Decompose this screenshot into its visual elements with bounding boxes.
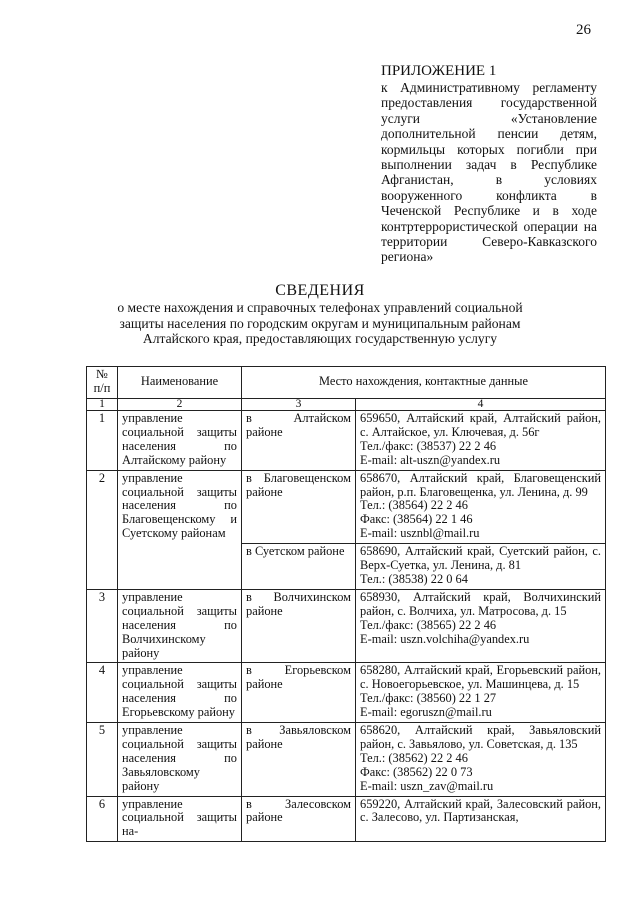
row-number: 3 xyxy=(87,589,118,663)
office-address: 658930, Алтайский край, Волчихинский район, с. Волчиха, ул. Матросова, д. 15 xyxy=(360,589,601,618)
office-area: в Благовещенском районе xyxy=(242,470,356,544)
appendix-block xyxy=(381,62,597,265)
office-email: E-mail: egoruszn@mail.ru xyxy=(360,705,492,720)
office-contact: Тел./факс: (38537) 22 2 46 xyxy=(360,438,497,453)
office-address-cell xyxy=(356,589,606,663)
column-number: 3 xyxy=(242,399,356,411)
office-area: в Завьяловском районе xyxy=(242,723,356,797)
row-number: 2 xyxy=(87,470,118,589)
office-address: 659220, Алтайский край, Залесовский район, с. Залесово, ул. Партизанская, xyxy=(360,796,601,825)
table-row xyxy=(87,723,606,797)
office-name: управление социальной защиты населения по Завьяловскому району xyxy=(118,723,242,797)
office-contact: Тел./факс: (38565) 22 2 46 xyxy=(360,617,497,632)
office-address-cell xyxy=(356,411,606,471)
column-numbers-row xyxy=(87,399,606,411)
office-name: управление социальной защиты на- xyxy=(118,796,242,842)
column-number: 1 xyxy=(87,399,118,411)
office-contact: Тел.: (38562) 22 2 46 xyxy=(360,750,468,765)
office-address-cell xyxy=(356,723,606,797)
office-email: E-mail: uszn.volchiha@yandex.ru xyxy=(360,631,530,646)
table-row xyxy=(87,589,606,663)
office-address: 659650, Алтайский край, Алтайский район, с. Алтайское, ул. Ключевая, д. 56г xyxy=(360,411,601,439)
office-address: 658670, Алтайский край, Благовещенский район, р.п. Благовещенка, ул. Ленина, д. 99 xyxy=(360,470,601,499)
office-address-cell xyxy=(356,544,606,590)
row-number: 5 xyxy=(87,723,118,797)
office-contact: Тел.: (38564) 22 2 46 xyxy=(360,498,468,513)
row-number: 1 xyxy=(87,411,118,471)
info-title: СВЕДЕНИЯ xyxy=(275,282,365,299)
office-name: управление социальной защиты населения по Волчихинскому району xyxy=(118,589,242,663)
office-contact: Факс: (38564) 22 1 46 xyxy=(360,512,473,527)
office-name: управление социальной защиты населения по Егорьевскому району xyxy=(118,663,242,723)
office-contact: Тел.: (38538) 22 0 64 xyxy=(360,571,468,586)
table-header-row xyxy=(87,367,606,399)
row-number: 4 xyxy=(87,663,118,723)
office-name: управление социальной защиты населения по Благовещенскому и Суетскому районам xyxy=(118,470,242,589)
office-area: в Залесовском районе xyxy=(242,796,356,842)
header-location: Место нахождения, контактные данные xyxy=(242,367,606,399)
office-address-cell xyxy=(356,470,606,544)
table-row xyxy=(87,663,606,723)
row-number: 6 xyxy=(87,796,118,842)
page-number: 26 xyxy=(576,22,591,38)
office-contact: Тел./факс: (38560) 22 1 27 xyxy=(360,691,497,706)
office-area: в Суетском районе xyxy=(242,544,356,590)
office-address: 658280, Алтайский край, Егорьевский район, с. Новоегорьевское, ул. Машинцева, д. 15 xyxy=(360,663,601,692)
header-name: Наименование xyxy=(118,367,242,399)
office-address-cell xyxy=(356,796,606,842)
office-name: управление социальной защиты населения по Алтайскому району xyxy=(118,411,242,471)
table-row xyxy=(87,796,606,842)
office-area: в Волчихинском районе xyxy=(242,589,356,663)
office-area: в Алтайском районе xyxy=(242,411,356,471)
header-num: № п/п xyxy=(87,367,118,399)
info-subtitle: о месте нахождения и справочных телефонах управлений социальной защиты населения по городским округам и муниципальным районам Алтайского края, предоставляющих государственную услугу xyxy=(117,300,523,347)
offices-table xyxy=(86,366,606,842)
office-email: E-mail: usznbl@mail.ru xyxy=(360,526,480,541)
office-email: E-mail: uszn_zav@mail.ru xyxy=(360,778,494,793)
appendix-title: ПРИЛОЖЕНИЕ 1 xyxy=(381,63,497,79)
table-row xyxy=(87,411,606,471)
office-address-cell xyxy=(356,663,606,723)
office-area: в Егорьевском районе xyxy=(242,663,356,723)
office-contact: Факс: (38562) 22 0 73 xyxy=(360,764,473,779)
column-number: 2 xyxy=(118,399,242,411)
column-number: 4 xyxy=(356,399,606,411)
table-row xyxy=(87,470,606,544)
appendix-text: к Административному регламенту предоставления государственной услуги «Установление дополнительной пенсии детям, кормильцы которых погибли при выполнении задач в Республике Афганистан, в условиях вооруженного конфликта в Чеченской Республике и в ходе контртеррористической операции на территории Северо-Кавказского региона» xyxy=(381,80,597,265)
office-address: 658690, Алтайский край, Суетский район, с. Верх-Суетка, ул. Ленина, д. 81 xyxy=(360,544,601,573)
office-address: 658620, Алтайский край, Завьяловский район, с. Завьялово, ул. Советская, д. 135 xyxy=(360,723,601,751)
info-heading xyxy=(100,282,540,347)
office-email: E-mail: alt-uszn@yandex.ru xyxy=(360,452,501,467)
